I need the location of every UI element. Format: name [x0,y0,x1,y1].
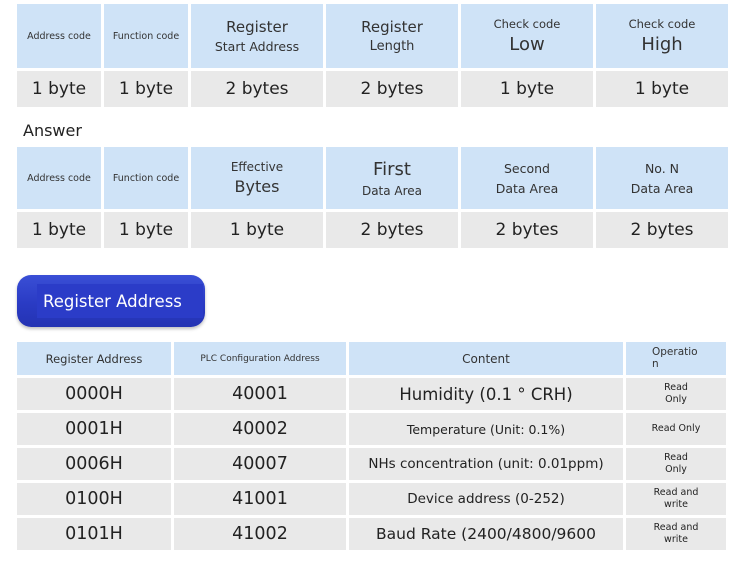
operation-cell: Read Only [626,413,726,445]
register-cell: 0001H [17,413,171,445]
content-cell: Device address (0-252) [349,483,623,515]
answer-label: Answer [23,121,82,140]
answer-cell: 1 byte [191,212,323,248]
header-function-code: Function code [104,147,188,209]
plc-cell: 40001 [174,378,346,410]
content-cell: Baud Rate (2400/4800/9600 [349,518,623,550]
header-check-code-low: Check code Low [461,4,593,68]
header-effective-bytes: Effective Bytes [191,147,323,209]
answer-cell: 2 bytes [596,212,728,248]
answer-cell: 1 byte [17,212,101,248]
operation-cell: Read and write [626,518,726,550]
header-second-data-area: Second Data Area [461,147,593,209]
register-map-table [14,339,729,553]
header-no-n-data-area: No. N Data Area [596,147,728,209]
header-address-code: Address code [17,147,101,209]
header-function-code: Function code [104,4,188,68]
header-operation: Operatio n [626,342,726,375]
table-row [17,448,726,480]
header-content: Content [349,342,623,375]
header-register-length: Register Length [326,4,458,68]
content-cell: NHs concentration (unit: 0.01ppm) [349,448,623,480]
answer-cell: 2 bytes [461,212,593,248]
register-cell: 0101H [17,518,171,550]
request-cell: 1 byte [17,71,101,107]
answer-cell: 1 byte [104,212,188,248]
request-cell: 1 byte [104,71,188,107]
answer-cell: 2 bytes [326,212,458,248]
register-address-banner-label: Register Address [43,291,182,311]
register-address-banner-inner [37,284,203,318]
operation-cell: Read and write [626,483,726,515]
plc-cell: 41002 [174,518,346,550]
plc-cell: 40007 [174,448,346,480]
header-check-code-high: Check code High [596,4,728,68]
operation-cell: Read Only [626,448,726,480]
header-register-address: Register Address [17,342,171,375]
request-frame-table [14,1,731,110]
register-cell: 0000H [17,378,171,410]
content-cell: Humidity (0.1 ° CRH) [349,378,623,410]
table-row [17,518,726,550]
plc-cell: 40002 [174,413,346,445]
plc-cell: 41001 [174,483,346,515]
content-cell: Temperature (Unit: 0.1%) [349,413,623,445]
register-cell: 0006H [17,448,171,480]
table-row [17,378,726,410]
request-cell: 1 byte [461,71,593,107]
operation-cell: Read Only [626,378,726,410]
register-address-banner [17,275,205,327]
header-address-code: Address code [17,4,101,68]
table-row [17,483,726,515]
header-first-data-area: First Data Area [326,147,458,209]
request-cell: 1 byte [596,71,728,107]
register-cell: 0100H [17,483,171,515]
header-register-start-address: Register Start Address [191,4,323,68]
request-cell: 2 bytes [191,71,323,107]
table-row [17,413,726,445]
request-cell: 2 bytes [326,71,458,107]
answer-frame-table [14,144,731,251]
header-plc-configuration-address: PLC Configuration Address [174,342,346,375]
